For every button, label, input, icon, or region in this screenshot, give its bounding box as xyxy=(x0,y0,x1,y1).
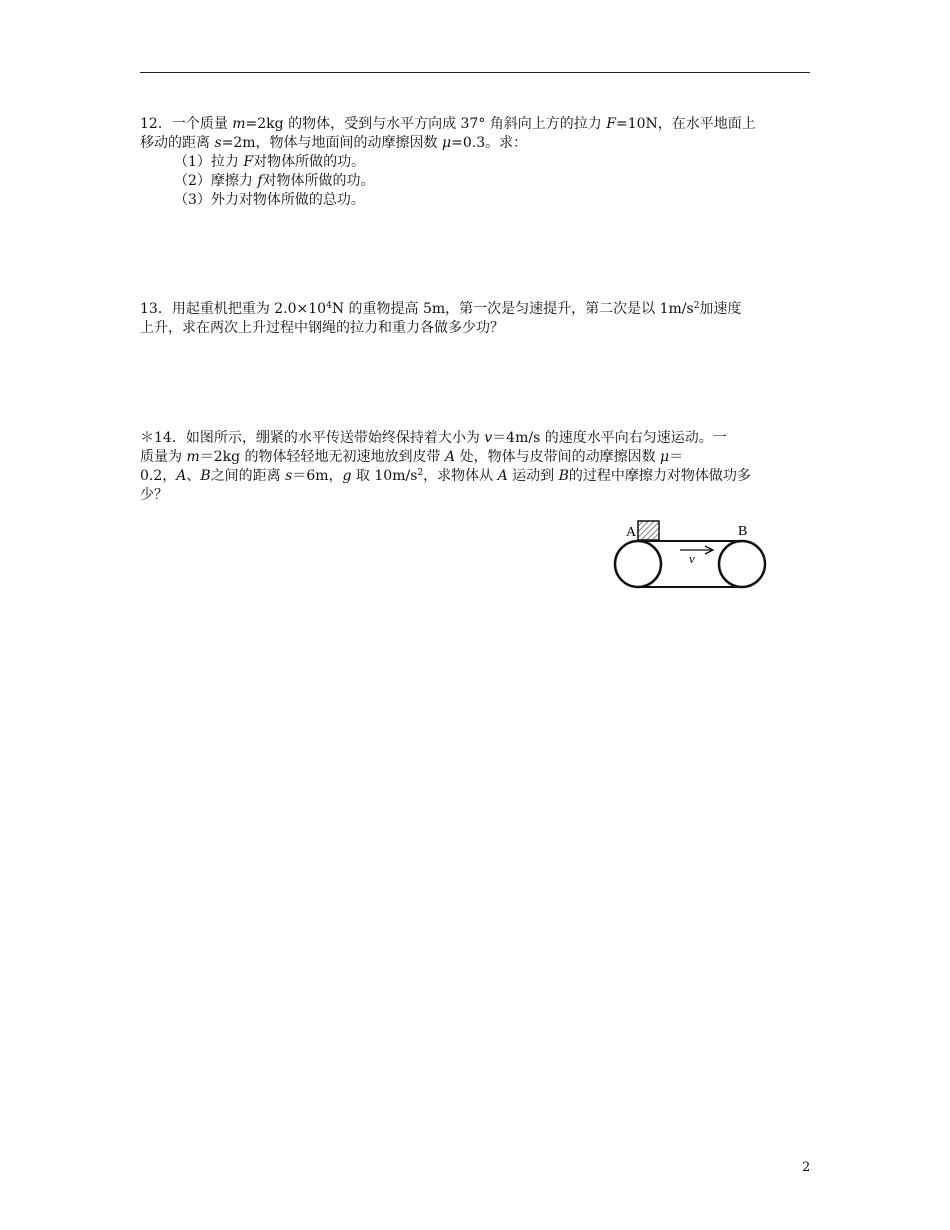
object-block xyxy=(638,521,659,540)
right-pulley xyxy=(719,541,765,587)
label-b: B xyxy=(738,524,748,539)
label-a: A xyxy=(626,525,637,540)
label-v: v xyxy=(689,551,695,566)
q14-line-2: 质量为 m＝2kg 的物体轻轻地无初速地放到皮带 A 处，物体与皮带间的动摩擦因数 μ＝ xyxy=(140,449,684,465)
question-14 xyxy=(140,429,812,505)
q12-sub-2: （2）摩擦力 f对物体所做的功。 xyxy=(174,173,375,189)
q12-sub-1: （1）拉力 F对物体所做的功。 xyxy=(174,154,366,170)
left-pulley xyxy=(615,541,661,587)
page-number: 2 xyxy=(802,1160,811,1175)
q12-line-1: 12．一个质量 m=2kg 的物体，受到与水平方向成 37° 角斜向上方的拉力 F=10N，在水平地面上 xyxy=(140,116,756,132)
q14-line-3: 0.2，A、B之间的距离 s＝6m，g 取 $10m/s^2$，求物体从 A 运动到 B的过程中摩擦力对物体做功多 xyxy=(140,468,751,484)
conveyor-belt-figure xyxy=(608,516,778,592)
q12-line-2: 移动的距离 s=2m，物体与地面间的动摩擦因数 μ=0.3。求： xyxy=(140,135,528,151)
header-rule xyxy=(140,72,810,73)
q14-line-1: ＊14．如图所示，绷紧的水平传送带始终保持着大小为 v＝4m/s 的速度水平向右匀速运动。一 xyxy=(140,430,727,446)
question-13 xyxy=(140,300,812,338)
q13-line-1: 13．用起重机把重为 $2.0\times 10^4N$ 的重物提高 5m，第一次是匀速提升，第二次是以 $1m/s^2$加速度 xyxy=(140,301,742,317)
question-12 xyxy=(140,115,812,210)
q12-sub-3: （3）外力对物体所做的总功。 xyxy=(174,192,365,208)
q14-line-4: 少？ xyxy=(140,487,168,503)
q13-line-2: 上升，求在两次上升过程中钢绳的拉力和重力各做多少功？ xyxy=(140,320,504,336)
